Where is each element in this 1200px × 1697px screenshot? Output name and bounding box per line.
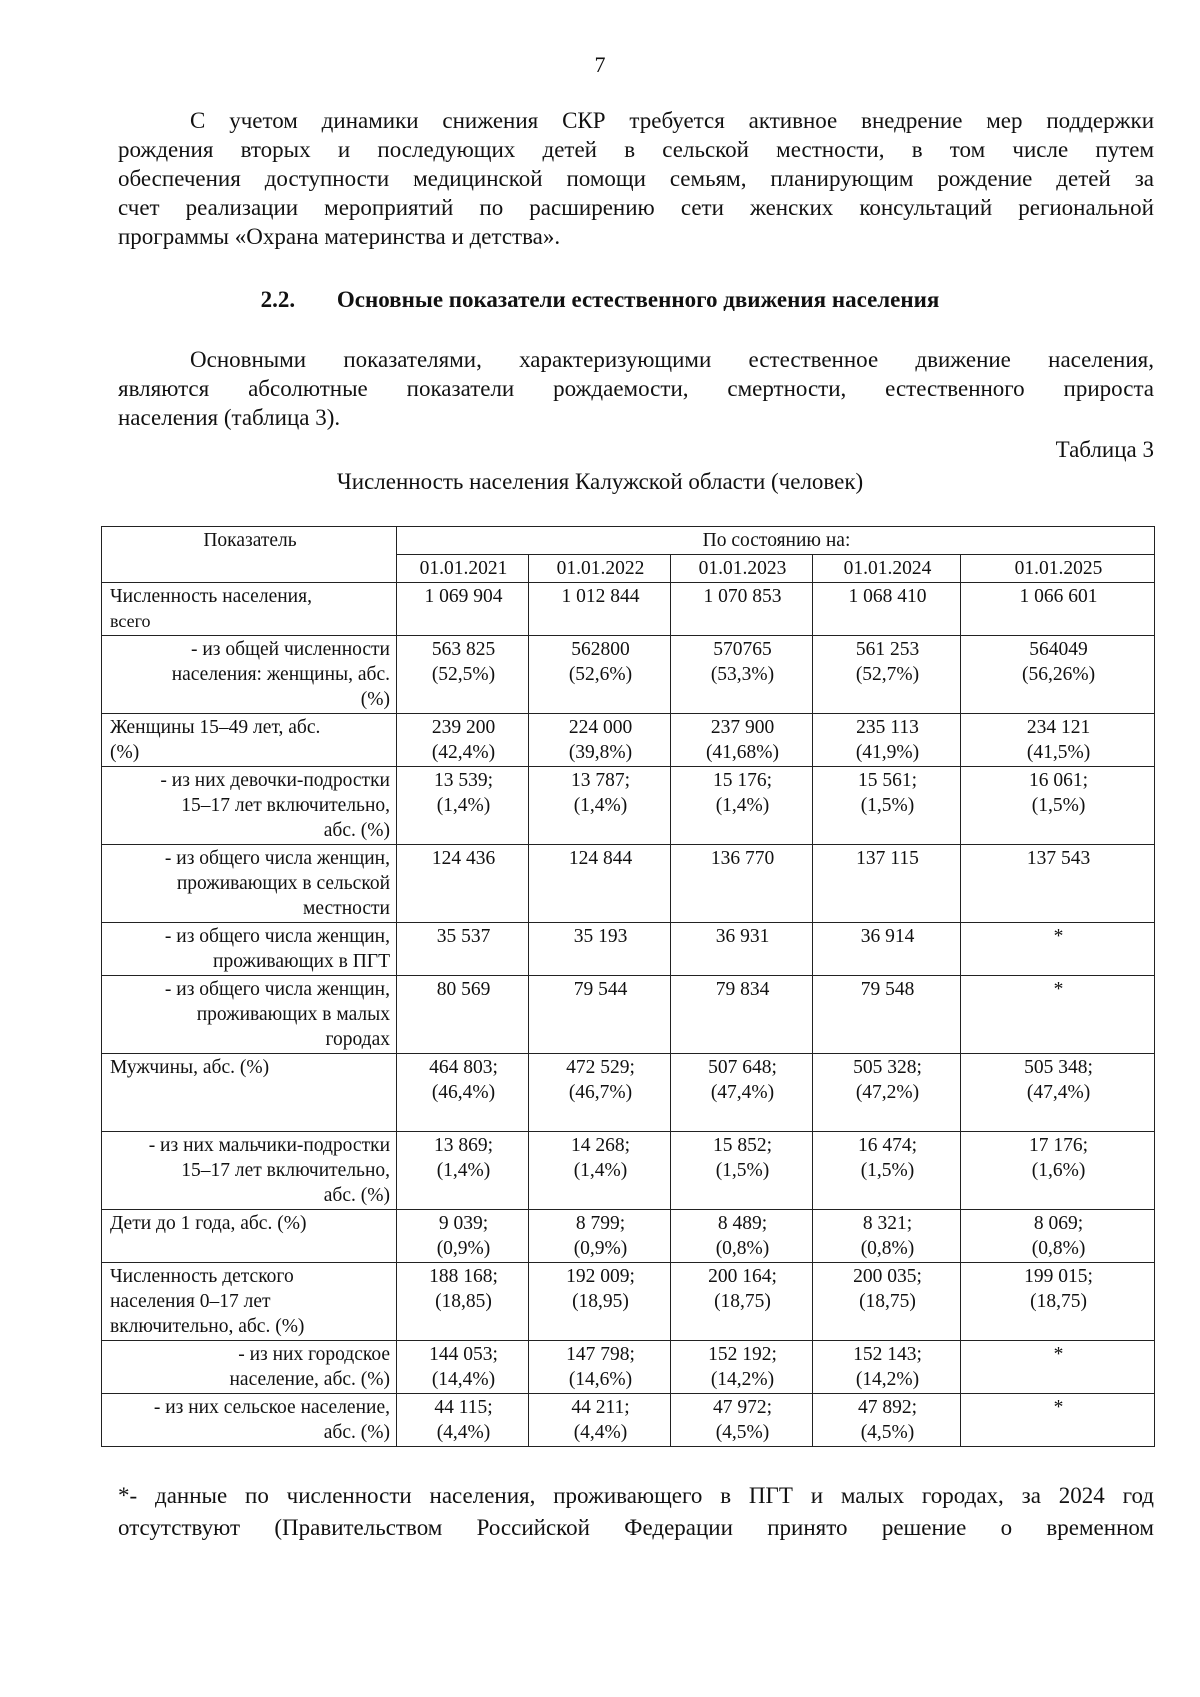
paragraph-line: счет реализации мероприятий по расширению сети женских консультаций региональной bbox=[118, 195, 1154, 220]
value-cell bbox=[671, 1210, 813, 1263]
value-line: (0,9%) bbox=[573, 1238, 628, 1259]
row-label-line: 15–17 лет включительно, bbox=[181, 795, 390, 816]
table-row bbox=[102, 1394, 1155, 1447]
row-label bbox=[102, 714, 397, 767]
value-line: (46,7%) bbox=[568, 1082, 633, 1103]
value-line: 35 193 bbox=[573, 926, 628, 947]
value-line: (1,4%) bbox=[573, 795, 628, 816]
value-line: (0,8%) bbox=[860, 1238, 915, 1259]
value-line: 237 900 bbox=[710, 717, 775, 738]
value-line: 44 211; bbox=[571, 1397, 630, 1418]
value-cell bbox=[529, 714, 671, 767]
row-label bbox=[102, 1341, 397, 1394]
row-label bbox=[102, 1132, 397, 1210]
section-paragraph bbox=[118, 345, 1154, 432]
header-date: 01.01.2025 bbox=[961, 555, 1155, 583]
value-line: (47,2%) bbox=[855, 1082, 920, 1103]
row-label bbox=[102, 1394, 397, 1447]
header-date: 01.01.2021 bbox=[397, 555, 529, 583]
value-line: 505 348; bbox=[1024, 1057, 1093, 1078]
value-line: (4,5%) bbox=[860, 1422, 915, 1443]
value-cell bbox=[397, 767, 529, 845]
value-line: (47,4%) bbox=[1026, 1082, 1091, 1103]
value-line: 1 069 904 bbox=[424, 586, 503, 607]
row-label-line: местности bbox=[303, 898, 390, 919]
value-cell bbox=[813, 845, 961, 923]
value-line: 234 121 bbox=[1026, 717, 1091, 738]
value-line: 13 869; bbox=[433, 1135, 494, 1156]
value-line: (1,5%) bbox=[715, 1160, 770, 1181]
value-line: (4,4%) bbox=[436, 1422, 491, 1443]
footnote bbox=[118, 1480, 1154, 1544]
value-cell bbox=[813, 923, 961, 976]
value-line: (1,5%) bbox=[1031, 795, 1086, 816]
value-line: (41,5%) bbox=[1026, 742, 1091, 763]
value-line: (18,75) bbox=[714, 1291, 771, 1312]
value-cell bbox=[529, 976, 671, 1054]
value-line: 235 113 bbox=[856, 717, 919, 738]
row-label-line: населения 0–17 лет bbox=[110, 1291, 271, 1312]
value-line: 35 537 bbox=[436, 926, 491, 947]
value-cell bbox=[671, 923, 813, 976]
value-line: 124 844 bbox=[568, 848, 633, 869]
row-label-line: всего bbox=[110, 611, 151, 631]
value-line: (14,2%) bbox=[855, 1369, 920, 1390]
section-title: Основные показатели естественного движения населения bbox=[336, 287, 940, 312]
value-line: (52,5%) bbox=[431, 664, 496, 685]
row-label-line: включительно, абс. (%) bbox=[110, 1316, 305, 1337]
value-line: 147 798; bbox=[566, 1344, 635, 1365]
paragraph-line: являются абсолютные показатели рождаемости, смертности, естественного прироста bbox=[118, 376, 1154, 401]
value-cell bbox=[397, 1394, 529, 1447]
table-row bbox=[102, 1054, 1155, 1132]
value-cell bbox=[397, 845, 529, 923]
row-label bbox=[102, 767, 397, 845]
value-cell bbox=[529, 767, 671, 845]
row-label-line: - из них девочки-подростки bbox=[160, 770, 390, 791]
value-cell bbox=[397, 1210, 529, 1263]
value-cell bbox=[529, 1054, 671, 1132]
value-cell bbox=[961, 583, 1155, 636]
value-cell bbox=[813, 583, 961, 636]
row-label-line bbox=[110, 1105, 390, 1130]
paragraph-line: рождения вторых и последующих детей в сельской местности, в том числе путем bbox=[118, 137, 1154, 162]
value-cell bbox=[961, 923, 1155, 976]
value-cell bbox=[397, 583, 529, 636]
row-label bbox=[102, 976, 397, 1054]
intro-paragraph bbox=[118, 106, 1154, 251]
value-cell bbox=[961, 845, 1155, 923]
value-line: 13 787; bbox=[570, 770, 631, 791]
row-label bbox=[102, 1054, 397, 1132]
table-row bbox=[102, 976, 1155, 1054]
value-cell bbox=[671, 1054, 813, 1132]
value-line: 8 321; bbox=[862, 1213, 913, 1234]
value-line: (0,8%) bbox=[715, 1238, 770, 1259]
value-cell bbox=[529, 845, 671, 923]
table-header-row bbox=[102, 527, 1155, 555]
value-cell bbox=[813, 1394, 961, 1447]
value-line: 79 834 bbox=[715, 979, 770, 1000]
value-line: (1,6%) bbox=[1031, 1160, 1086, 1181]
value-cell bbox=[961, 1132, 1155, 1210]
value-cell bbox=[813, 1263, 961, 1341]
value-line: 79 548 bbox=[860, 979, 915, 1000]
header-group: По состоянию на: bbox=[397, 527, 1155, 555]
row-label-line: (%) bbox=[360, 689, 390, 710]
row-label bbox=[102, 1210, 397, 1263]
value-line: (42,4%) bbox=[431, 742, 496, 763]
value-line: (14,6%) bbox=[568, 1369, 633, 1390]
value-line: 80 569 bbox=[436, 979, 491, 1000]
row-label-line: проживающих в ПГТ bbox=[213, 951, 390, 972]
value-cell bbox=[961, 767, 1155, 845]
value-line: 1 068 410 bbox=[848, 586, 927, 607]
header-indicator: Показатель bbox=[102, 527, 397, 583]
row-label-line: - из них мальчики-подростки bbox=[148, 1135, 390, 1156]
value-line: 1 066 601 bbox=[1019, 586, 1098, 607]
value-cell bbox=[671, 1394, 813, 1447]
paragraph-line: населения (таблица 3). bbox=[118, 405, 341, 430]
row-label-line: Дети до 1 года, абс. (%) bbox=[110, 1213, 307, 1234]
value-line: 239 200 bbox=[431, 717, 496, 738]
value-line: (53,3%) bbox=[710, 664, 775, 685]
value-line: 9 039; bbox=[438, 1213, 489, 1234]
section-heading bbox=[0, 287, 1200, 313]
table-label: Таблица 3 bbox=[1055, 437, 1154, 462]
value-line: 464 803; bbox=[429, 1057, 498, 1078]
row-label bbox=[102, 583, 397, 636]
value-line: (47,4%) bbox=[710, 1082, 775, 1103]
value-cell bbox=[961, 1054, 1155, 1132]
value-line: 564049 bbox=[1029, 639, 1088, 660]
value-cell bbox=[961, 1263, 1155, 1341]
population-table bbox=[101, 526, 1155, 1447]
value-line: 1 012 844 bbox=[561, 586, 640, 607]
value-line: (41,68%) bbox=[705, 742, 780, 763]
value-cell bbox=[961, 1210, 1155, 1263]
table-row bbox=[102, 1263, 1155, 1341]
value-line: 15 852; bbox=[712, 1135, 773, 1156]
table-row bbox=[102, 1132, 1155, 1210]
row-label-line bbox=[110, 1080, 390, 1105]
value-cell bbox=[961, 714, 1155, 767]
value-line: (46,4%) bbox=[431, 1082, 496, 1103]
header-date: 01.01.2022 bbox=[529, 555, 671, 583]
value-line: (1,4%) bbox=[715, 795, 770, 816]
value-cell bbox=[397, 1263, 529, 1341]
value-cell bbox=[813, 1341, 961, 1394]
table-body bbox=[102, 583, 1155, 1447]
row-label-line: Мужчины, абс. (%) bbox=[110, 1057, 270, 1078]
row-label-line: Женщины 15–49 лет, абс. bbox=[110, 717, 321, 738]
value-line: (56,26%) bbox=[1021, 664, 1096, 685]
value-line: 570765 bbox=[713, 639, 772, 660]
value-line: (0,9%) bbox=[436, 1238, 491, 1259]
row-label-line: проживающих в малых bbox=[196, 1004, 390, 1025]
value-line: 13 539; bbox=[433, 770, 494, 791]
value-cell bbox=[397, 923, 529, 976]
table-row bbox=[102, 583, 1155, 636]
table-row bbox=[102, 1210, 1155, 1263]
value-line: 16 474; bbox=[857, 1135, 918, 1156]
row-label-line: - из общей численности bbox=[190, 639, 390, 660]
value-cell bbox=[961, 1341, 1155, 1394]
row-label-line: Численность детского bbox=[110, 1266, 294, 1287]
row-label-line: - из них сельское население, bbox=[153, 1397, 390, 1418]
value-cell bbox=[529, 1132, 671, 1210]
value-line: (4,5%) bbox=[715, 1422, 770, 1443]
value-cell bbox=[397, 1132, 529, 1210]
paragraph-line: программы «Охрана материнства и детства». bbox=[118, 224, 561, 249]
value-cell bbox=[529, 923, 671, 976]
value-cell bbox=[671, 845, 813, 923]
row-label-line: 15–17 лет включительно, bbox=[181, 1160, 390, 1181]
value-line: * bbox=[1053, 1344, 1064, 1365]
value-line: (1,5%) bbox=[860, 795, 915, 816]
paragraph-line: С учетом динамики снижения СКР требуется активное внедрение мер поддержки bbox=[190, 108, 1154, 133]
value-line: 8 489; bbox=[717, 1213, 768, 1234]
row-label-line: городах bbox=[325, 1029, 390, 1050]
row-label-line: Численность населения, bbox=[110, 586, 312, 607]
value-line: (18,75) bbox=[1030, 1291, 1087, 1312]
value-cell bbox=[671, 1263, 813, 1341]
value-line: 137 543 bbox=[1026, 848, 1091, 869]
value-line: (41,9%) bbox=[855, 742, 920, 763]
value-line: (52,6%) bbox=[568, 664, 633, 685]
value-line: 15 176; bbox=[712, 770, 773, 791]
row-label bbox=[102, 923, 397, 976]
footnote-line: *- данные по численности населения, проживающего в ПГТ и малых городах, за 2024 год bbox=[118, 1483, 1154, 1508]
value-line: (1,4%) bbox=[573, 1160, 628, 1181]
value-cell bbox=[813, 636, 961, 714]
value-line: (18,75) bbox=[859, 1291, 916, 1312]
value-line: 152 192; bbox=[708, 1344, 777, 1365]
value-line: 188 168; bbox=[429, 1266, 498, 1287]
section-number: 2.2. bbox=[260, 287, 296, 312]
value-cell bbox=[961, 1394, 1155, 1447]
value-line: 144 053; bbox=[429, 1344, 498, 1365]
value-line: * bbox=[1053, 926, 1064, 947]
value-line: 17 176; bbox=[1029, 1135, 1089, 1156]
table-title: Численность населения Калужской области (человек) bbox=[336, 469, 864, 494]
row-label-line: абс. (%) bbox=[323, 1185, 390, 1206]
value-cell bbox=[397, 714, 529, 767]
value-line: 15 561; bbox=[857, 770, 918, 791]
value-cell bbox=[671, 976, 813, 1054]
row-label bbox=[102, 636, 397, 714]
page-number: 7 bbox=[594, 52, 606, 77]
value-line: 137 115 bbox=[856, 848, 919, 869]
value-cell bbox=[813, 1210, 961, 1263]
value-line: (4,4%) bbox=[573, 1422, 628, 1443]
row-label-line: абс. (%) bbox=[323, 820, 390, 841]
value-line: 505 328; bbox=[853, 1057, 922, 1078]
table-row bbox=[102, 1341, 1155, 1394]
paragraph-line: Основными показателями, характеризующими естественное движение населения, bbox=[190, 347, 1154, 372]
value-cell bbox=[671, 636, 813, 714]
row-label bbox=[102, 1263, 397, 1341]
value-cell bbox=[961, 636, 1155, 714]
value-line: 16 061; bbox=[1029, 770, 1089, 791]
value-cell bbox=[529, 1210, 671, 1263]
row-label-line: - из общего числа женщин, bbox=[164, 848, 390, 869]
row-label-line: (%) bbox=[110, 742, 140, 763]
value-cell bbox=[529, 1394, 671, 1447]
value-line: (1,5%) bbox=[860, 1160, 915, 1181]
value-cell bbox=[397, 636, 529, 714]
row-label-line: населения: женщины, абс. bbox=[171, 664, 390, 685]
value-line: (1,4%) bbox=[436, 795, 491, 816]
value-line: (0,8%) bbox=[1031, 1238, 1086, 1259]
value-cell bbox=[529, 1341, 671, 1394]
value-line: (39,8%) bbox=[568, 742, 633, 763]
value-line: * bbox=[1053, 979, 1064, 1000]
value-line: 44 115; bbox=[434, 1397, 493, 1418]
value-line: 507 648; bbox=[708, 1057, 777, 1078]
value-line: 199 015; bbox=[1024, 1266, 1093, 1287]
value-line: 152 143; bbox=[853, 1344, 922, 1365]
value-cell bbox=[813, 976, 961, 1054]
value-cell bbox=[813, 767, 961, 845]
table-row bbox=[102, 714, 1155, 767]
value-line: (52,7%) bbox=[855, 664, 920, 685]
row-label-line: абс. (%) bbox=[323, 1422, 390, 1443]
value-line: 562800 bbox=[571, 639, 630, 660]
value-line: (18,95) bbox=[572, 1291, 629, 1312]
row-label-line: - из общего числа женщин, bbox=[164, 926, 390, 947]
value-line: 14 268; bbox=[570, 1135, 631, 1156]
value-cell bbox=[813, 1132, 961, 1210]
value-line: 36 914 bbox=[860, 926, 915, 947]
value-cell bbox=[529, 1263, 671, 1341]
value-line: 8 069; bbox=[1033, 1213, 1084, 1234]
row-label bbox=[102, 845, 397, 923]
value-line: (1,4%) bbox=[436, 1160, 491, 1181]
value-line: * bbox=[1053, 1397, 1064, 1418]
value-cell bbox=[813, 714, 961, 767]
value-line: 136 770 bbox=[710, 848, 775, 869]
value-line: 124 436 bbox=[431, 848, 496, 869]
value-line: 8 799; bbox=[575, 1213, 626, 1234]
value-line: 47 972; bbox=[712, 1397, 773, 1418]
value-line: 561 253 bbox=[855, 639, 920, 660]
value-line: 36 931 bbox=[715, 926, 770, 947]
value-cell bbox=[813, 1054, 961, 1132]
value-line: 200 164; bbox=[708, 1266, 777, 1287]
header-date: 01.01.2023 bbox=[671, 555, 813, 583]
value-cell bbox=[671, 1132, 813, 1210]
table-row bbox=[102, 767, 1155, 845]
value-cell bbox=[671, 714, 813, 767]
row-label-line: - из них городское bbox=[238, 1344, 390, 1365]
value-line: 224 000 bbox=[568, 717, 633, 738]
value-cell bbox=[397, 976, 529, 1054]
value-cell bbox=[529, 583, 671, 636]
table-row bbox=[102, 923, 1155, 976]
row-label-line: население, абс. (%) bbox=[229, 1369, 390, 1390]
paragraph-line: обеспечения доступности медицинской помощи семьям, планирующим рождение детей за bbox=[118, 166, 1154, 191]
value-cell bbox=[961, 976, 1155, 1054]
value-line: 1 070 853 bbox=[703, 586, 782, 607]
value-cell bbox=[671, 583, 813, 636]
footnote-line: отсутствуют (Правительством Российской Федерации принято решение о временном bbox=[118, 1515, 1154, 1540]
table-row bbox=[102, 845, 1155, 923]
value-line: 472 529; bbox=[566, 1057, 635, 1078]
value-line: 200 035; bbox=[853, 1266, 922, 1287]
value-line: 563 825 bbox=[431, 639, 496, 660]
value-line: (14,4%) bbox=[431, 1369, 496, 1390]
value-line: (18,85) bbox=[435, 1291, 492, 1312]
value-cell bbox=[397, 1341, 529, 1394]
header-date: 01.01.2024 bbox=[813, 555, 961, 583]
value-line: 47 892; bbox=[857, 1397, 918, 1418]
value-cell bbox=[529, 636, 671, 714]
value-cell bbox=[397, 1054, 529, 1132]
table-row bbox=[102, 636, 1155, 714]
row-label-line: проживающих в сельской bbox=[176, 873, 390, 894]
value-line: (14,2%) bbox=[710, 1369, 775, 1390]
value-line: 79 544 bbox=[573, 979, 628, 1000]
value-cell bbox=[671, 1341, 813, 1394]
row-label-line: - из общего числа женщин, bbox=[164, 979, 390, 1000]
value-line: 192 009; bbox=[566, 1266, 635, 1287]
value-cell bbox=[671, 767, 813, 845]
